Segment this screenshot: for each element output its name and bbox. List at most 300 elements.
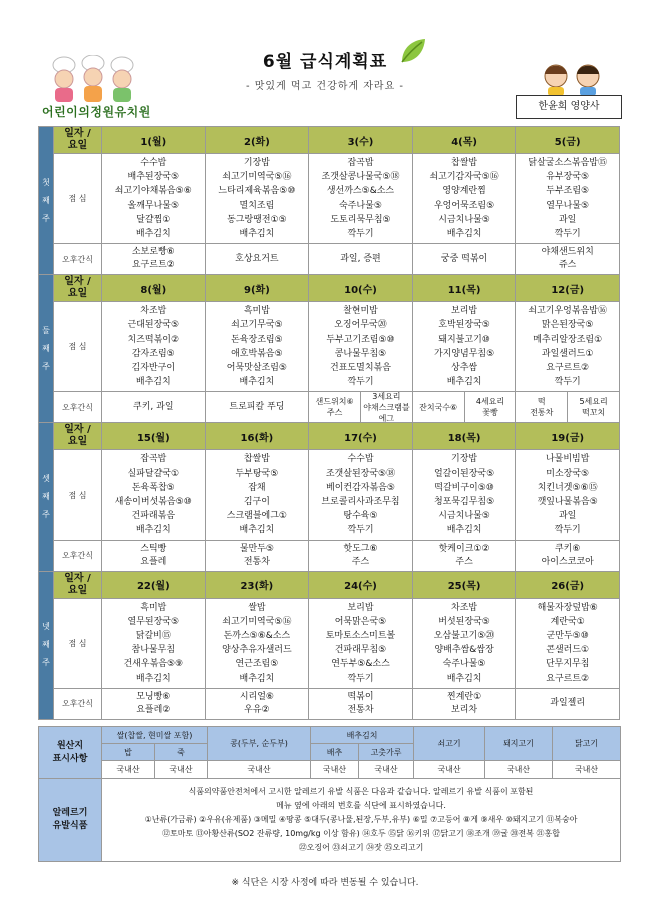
date-day-header [54,275,102,302]
label-line: 요일 [67,584,88,596]
snack-item: 물만두⑤ [239,543,274,554]
menu-item: 깍두기 [347,229,374,240]
snack-item: 떡 [537,397,546,407]
menu-item: 어묵맛살조림⑤ [226,363,287,374]
day-header: 9(화) [205,275,309,302]
menu-item: 떡갈비구이⑤⑩ [434,482,494,493]
label-line: 요일 [67,288,88,300]
lunch-cell [412,154,516,244]
week-char: 둘 [42,325,50,335]
menu-item: 상추쌈 [451,363,478,374]
snack-item: 4세요리 [475,397,505,407]
week-char: 째 [42,343,50,353]
snack-item: 모닝빵⑥ [136,691,171,702]
lunch-cell [309,154,413,244]
lunch-cell [102,598,206,688]
snack-cell [516,688,620,719]
snack-item: 쿠키⑥ [554,543,581,554]
snack-item: 전통차 [243,556,270,567]
menu-item: 건파래무침⑤ [334,645,387,656]
snack-item: 우유② [244,704,270,715]
menu-item: 멸치조림 [239,200,275,211]
page-title: 6월 급식계획표 [262,52,388,72]
menu-item: 조갯살된장국⑤⑱ [325,468,396,479]
menu-item: 깍두기 [554,229,581,240]
lunch-cell [412,302,516,392]
menu-item: 우엉어묵조림⑤ [433,200,495,211]
origin-pepper-sub: 고춧가루 [359,744,414,761]
menu-item: 배추김치 [446,377,482,388]
menu-item: 느타리제육볶음⑤⑩ [218,186,296,197]
label-line: 요일 [67,140,88,151]
week-char: 째 [42,195,50,205]
menu-item: 두부고기조림⑤⑩ [326,334,395,345]
menu-item: 두부탕국⑤ [235,468,279,479]
menu-item: 닭갈비⑮ [135,631,171,642]
menu-item: 배추김치 [446,673,482,684]
lunch-label: 점 심 [54,598,102,688]
day-header: 10(수) [309,275,413,302]
menu-item: 과일샐러드① [541,348,594,359]
day-header: 24(수) [309,571,413,598]
origin-chicken-header: 닭고기 [553,727,621,761]
menu-item: 애호박볶음⑤ [231,348,283,359]
snack-item: 호상요거트 [235,253,279,264]
snack-item: 3세요리 [372,391,401,401]
origin-label [39,727,102,779]
origin-value: 국내산 [155,761,208,779]
menu-item: 숙주나물⑤ [442,659,486,670]
menu-item: 배추김치 [239,377,275,388]
menu-item: 탕수육⑤ [343,511,378,522]
snack-item: 과일젤리 [550,698,586,709]
origin-allergy-table [38,726,621,862]
menu-item: 해물자장덮밥⑥ [537,602,598,613]
menu-item: 도토리묵무침⑤ [330,214,391,225]
nutritionist-box: 한윤희 영양사 [516,95,622,119]
snack-item: 보리차 [451,704,478,715]
snack-item: 요플레 [140,556,167,567]
day-header: 22(월) [102,571,206,598]
week-char: 주 [42,658,50,668]
lunch-cell [102,302,206,392]
menu-item: 쇠고기미역국⑤⑯ [222,172,292,183]
menu-item: 달걀찜① [136,214,171,225]
origin-value: 국내산 [359,761,414,779]
day-header: 16(화) [205,423,309,450]
snack-cell [205,244,309,275]
week-char: 넷 [42,622,50,632]
snack-part [413,392,464,422]
page-subtitle: - 맛있게 먹고 건강하게 자라요 - [245,81,405,92]
menu-item: 깍두기 [554,377,581,388]
menu-item: 두부조림⑤ [546,186,590,197]
menu-item: 배추김치 [239,673,275,684]
menu-item: 콩나물무침⑤ [334,348,387,359]
menu-item: 배추김치 [135,377,171,388]
lunch-cell [309,302,413,392]
menu-item: 차조밥 [140,306,167,317]
menu-item: 닭살굴소스볶음밥⑮ [528,158,607,168]
date-day-header [54,571,102,598]
lunch-cell [516,450,620,540]
menu-item: 돼지불고기⑩ [438,334,490,345]
menu-item: 동그랑땡전①⑤ [227,214,287,225]
menu-item: 오삼불고기⑤⑳ [433,631,495,642]
footnote: ※ 식단은 시장 사정에 따라 변동될 수 있습니다. [231,878,419,888]
lunch-cell [309,598,413,688]
day-header: 25(목) [412,571,516,598]
menu-item: 찹쌀밥 [451,158,478,168]
snack-item: 꽃빵 [482,408,498,418]
week-char: 첫 [42,177,50,187]
menu-item: 어묵맑은국⑤ [334,616,387,627]
origin-kimchi-header: 배추김치 [311,727,414,744]
menu-item: 잡곡밥 [140,454,167,465]
day-header: 3(수) [309,127,413,154]
menu-item: 배추김치 [446,525,482,536]
snack-cell [412,244,516,275]
allergy-label [39,779,102,862]
lunch-cell [516,154,620,244]
menu-item: 시금치나물⑤ [438,511,490,522]
menu-item: 조갯살콩나물국⑤⑱ [321,172,400,183]
menu-item: 스크램블에그① [226,511,287,522]
menu-item: 배추김치 [239,525,275,536]
lunch-cell [102,154,206,244]
menu-item: 양배추쌈&쌈장 [434,645,494,656]
snack-part [516,392,567,422]
day-header: 8(월) [102,275,206,302]
menu-item: 얼갈이된장국⑤ [433,468,495,479]
snack-cell [102,392,206,423]
menu-item: 새송이버섯볶음⑤⑩ [114,497,192,508]
menu-item: 치킨너겟⑤⑥⑮ [537,482,598,493]
week-char: 째 [42,492,50,502]
snack-item: 주스 [455,556,473,567]
menu-item: 건새우볶음⑤⑨ [123,659,184,670]
snack-item: 요플레② [136,704,171,715]
day-header: 12(금) [516,275,620,302]
week-label [39,275,54,423]
snack-cell [309,540,413,571]
menu-item: 생선까스⑤&소스 [326,186,395,197]
menu-item: 배추김치 [239,229,275,240]
menu-item: 쌀밥 [248,602,266,613]
origin-value: 국내산 [208,761,311,779]
menu-item: 수수밥 [347,454,374,465]
day-header: 17(수) [309,423,413,450]
snack-cell [102,688,206,719]
menu-item: 과일 [558,214,577,225]
snack-item: 전통차 [530,408,554,418]
menu-item: 깻잎나물볶음⑤ [537,497,598,508]
snack-item: 5세요리 [579,397,608,407]
snack-item: 주스 [351,556,370,567]
snack-cell [205,688,309,719]
day-header: 15(월) [102,423,206,450]
menu-item: 흑미밥 [140,602,167,613]
week-char: 주 [42,510,50,520]
snack-split [516,392,619,422]
week-label [39,571,54,719]
menu-item: 군만두⑤⑩ [546,631,589,642]
menu-item: 잡채 [248,482,266,493]
menu-item: 흑미밥 [243,306,270,317]
origin-value: 국내산 [485,761,553,779]
menu-item: 영양계란찜 [442,186,486,197]
menu-item: 배추된장국⑤ [127,172,180,183]
menu-item: 김자반구이 [131,363,176,374]
snack-cell [205,392,309,423]
menu-item: 가지양념무침⑤ [433,348,495,359]
menu-item: 연두부⑤&소스 [331,659,390,670]
label-line: 일자 / [64,572,91,584]
snack-item: 궁중 떡볶이 [440,253,488,264]
date-day-header [54,423,102,450]
lunch-cell [205,450,309,540]
menu-item: 단무지무침 [545,659,590,670]
origin-beef-header: 쇠고기 [414,727,485,761]
snack-label: 오후간식 [54,244,102,275]
day-header: 1(월) [102,127,206,154]
menu-item: 치즈떡볶이② [127,334,180,345]
menu-item: 열무된장국⑤ [127,616,180,627]
week-char: 주 [42,213,50,223]
week-char: 주 [42,361,50,371]
menu-item: 배추김치 [446,229,482,240]
menu-item: 토마토소스미트볼 [325,631,396,642]
snack-item: 잔치국수⑥ [419,402,458,412]
menu-item: 계란국① [550,616,585,627]
snack-item: 쥬스 [558,260,577,271]
snack-split [309,392,412,422]
label-line: 일자 / [64,424,91,436]
menu-item: 연근조림⑤ [235,659,279,670]
snack-item: 시리얼⑥ [239,691,274,702]
menu-item: 나물비빔밥 [545,454,590,465]
menu-item: 잡곡밥 [347,158,374,168]
menu-item: 깍두기 [347,377,374,388]
snack-cell [102,540,206,571]
menu-item: 깍두기 [347,525,374,536]
label-line: 원산지 [56,740,84,751]
menu-item: 과일 [558,511,577,522]
snack-item: 스틱빵 [140,543,167,554]
menu-item: 보리밥 [347,602,374,613]
day-header: 4(목) [412,127,516,154]
day-header: 19(금) [516,423,620,450]
snack-item: 샌드위치⑥ [315,397,354,407]
origin-value: 국내산 [414,761,485,779]
label-line: 유발식품 [52,821,88,831]
menu-item: 돈육장조림⑤ [231,334,283,345]
snack-item: 트로피칼 푸딩 [229,401,285,412]
origin-rice-header: 쌀(찹쌀, 현미쌀 포함) [102,727,208,744]
menu-table [38,126,620,720]
label-line: 표시사항 [52,753,88,764]
menu-item: 근대된장국⑤ [127,320,180,331]
leaf-icon [398,36,428,66]
day-header: 26(금) [516,571,620,598]
page-header [0,0,650,125]
snack-item: 야채스크램블에그 [363,402,410,423]
children-icon [536,60,608,96]
allergy-line: ㉒오징어 ㉓쇠고기 ㉔잣 ㉕오리고기 [298,843,424,852]
lunch-cell [309,450,413,540]
menu-item: 배추김치 [135,673,171,684]
menu-item: 차조밥 [451,602,478,613]
menu-item: 쇠고기감자국⑤⑯ [429,172,499,183]
snack-item: 핫도그⑥ [343,543,378,554]
menu-item: 배추김치 [135,525,171,536]
menu-item: 올깨무나물⑤ [127,200,180,211]
snack-part [464,392,516,422]
snack-part [360,392,412,422]
lunch-label: 점 심 [54,302,102,392]
origin-value: 국내산 [311,761,359,779]
snack-item: 요구르트② [131,260,175,271]
snack-cell [516,244,620,275]
week-label [39,423,54,571]
menu-item: 돈육폭찹⑤ [131,482,175,493]
snack-cell [309,688,413,719]
snack-item: 쿠키, 과일 [133,401,174,412]
menu-item: 맑은된장국⑤ [541,320,594,331]
menu-item: 브로콜리사과조무침 [321,497,400,508]
snack-item: 전통차 [347,704,374,715]
lunch-cell [516,302,620,392]
menu-item: 메추리알장조림① [533,334,603,345]
snack-cell [412,688,516,719]
menu-item: 콘샐러드① [546,645,590,656]
label-line: 일자 / [64,128,91,139]
menu-item: 배추김치 [135,229,171,240]
origin-cabbage-sub: 배추 [311,744,359,761]
menu-item: 시금치나물⑤ [438,214,490,225]
lunch-cell [205,154,309,244]
lunch-label: 점 심 [54,450,102,540]
snack-label: 오후간식 [54,392,102,423]
snack-label: 오후간식 [54,540,102,571]
menu-item: 실파달걀국① [127,468,180,479]
menu-item: 쇠고기우엉볶음밥⑯ [528,306,607,317]
menu-item: 건표도멸치볶음 [330,363,391,374]
snack-cell [516,540,620,571]
menu-item: 참나물무침 [131,645,176,656]
allergy-line: ①난류(가금류) ②우유(유제품) ③메밀 ④땅콩 ⑤대두(콩나물,된장,두부,유부) ⑥밀 ⑦고등어 ⑧게 ⑨새우 ⑩돼지고기 ⑪복숭아 [144,815,578,824]
lunch-cell [205,302,309,392]
snack-item: 떡볶이 [347,691,374,702]
snack-cell [412,392,516,423]
label-line: 요일 [67,436,88,448]
menu-item: 요구르트② [546,363,590,374]
menu-item: 오징어무국⑳ [334,320,387,331]
snack-label: 오후간식 [54,688,102,719]
snack-cell [309,244,413,275]
snack-item: 아이스코코아 [541,556,594,567]
lunch-cell [412,598,516,688]
snack-item: 떡꼬치 [582,408,606,418]
lunch-cell [516,598,620,688]
menu-item: 열무나물⑤ [546,200,590,211]
label-line: 일자 / [64,276,91,288]
snack-split [413,392,516,422]
snack-item: 소보로빵⑥ [131,247,175,258]
menu-item: 깍두기 [554,525,581,536]
allergy-text [102,779,621,862]
menu-item: 쇠고기미역국⑤⑯ [222,616,292,627]
snack-part [567,392,619,422]
day-header: 23(화) [205,571,309,598]
day-header: 5(금) [516,127,620,154]
menu-item: 기장밥 [451,454,478,465]
lunch-label: 점 심 [54,154,102,244]
week-label [39,127,54,275]
snack-item: 과일, 증편 [340,253,381,264]
snack-cell [412,540,516,571]
menu-item: 돈까스⑤⑥&소스 [223,631,291,642]
lunch-cell [205,598,309,688]
menu-item: 유부장국⑤ [546,172,590,183]
lunch-cell [412,450,516,540]
week-char: 셋 [42,474,50,484]
snack-item: 찐계란① [447,691,482,702]
menu-item: 찹쌀밥 [243,454,270,465]
menu-item: 건파래볶음 [131,511,176,522]
menu-item: 베이컨감자볶음⑤ [326,482,395,493]
date-day-header [54,127,102,154]
menu-item: 호박된장국⑤ [438,320,490,331]
snack-cell [205,540,309,571]
label-line: 알레르기 [52,808,88,818]
menu-item: 기장밥 [243,158,270,168]
day-header: 2(화) [205,127,309,154]
origin-rice-sub: 밥 [102,744,155,761]
menu-item: 미소장국⑤ [546,468,590,479]
lunch-cell [102,450,206,540]
origin-value: 국내산 [102,761,155,779]
snack-item: 핫케이크①② [438,543,490,554]
snack-cell [516,392,620,423]
snack-cell [309,392,413,423]
origin-value: 국내산 [553,761,621,779]
allergy-line: ⑫토마토 ⑬아황산류(SO2 잔류량, 10mg/kg 이상 함유) ⑭호두 ⑮닭 ⑯키위 ⑰닭고기 ⑱조개 ⑲굴 ⑳전복 ㉑홍합 [162,829,560,838]
snack-item: 주스 [326,408,343,418]
menu-item: 찰현미밥 [343,306,378,317]
day-header: 18(목) [412,423,516,450]
allergy-line: 메뉴 옆에 아래의 번호를 식단에 표시하였습니다. [276,801,446,810]
menu-item: 수수밥 [140,158,167,168]
origin-porridge-sub: 죽 [155,744,208,761]
menu-item: 쇠고기야채볶음⑤⑥ [114,186,192,197]
menu-item: 보리밥 [451,306,478,317]
snack-item: 야채샌드위치 [541,247,594,258]
menu-item: 감자조림⑤ [131,348,175,359]
menu-item: 김구이 [243,497,270,508]
menu-item: 양상추유자샐러드 [222,645,292,656]
week-char: 째 [42,640,50,650]
menu-item: 버섯된장국⑤ [438,616,490,627]
menu-item: 청포묵김무침⑤ [433,497,495,508]
menu-item: 요구르트② [546,673,590,684]
allergy-line: 식품의약품안전처에서 고시한 알레르기 유발 식품은 다음과 같습니다. 알레르기 유발 식품이 포함된 [188,787,534,796]
menu-item: 쇠고기무국⑤ [231,320,283,331]
snack-cell [102,244,206,275]
menu-item: 깍두기 [347,673,374,684]
menu-item: 숙주나물⑤ [339,200,382,211]
day-header: 11(목) [412,275,516,302]
